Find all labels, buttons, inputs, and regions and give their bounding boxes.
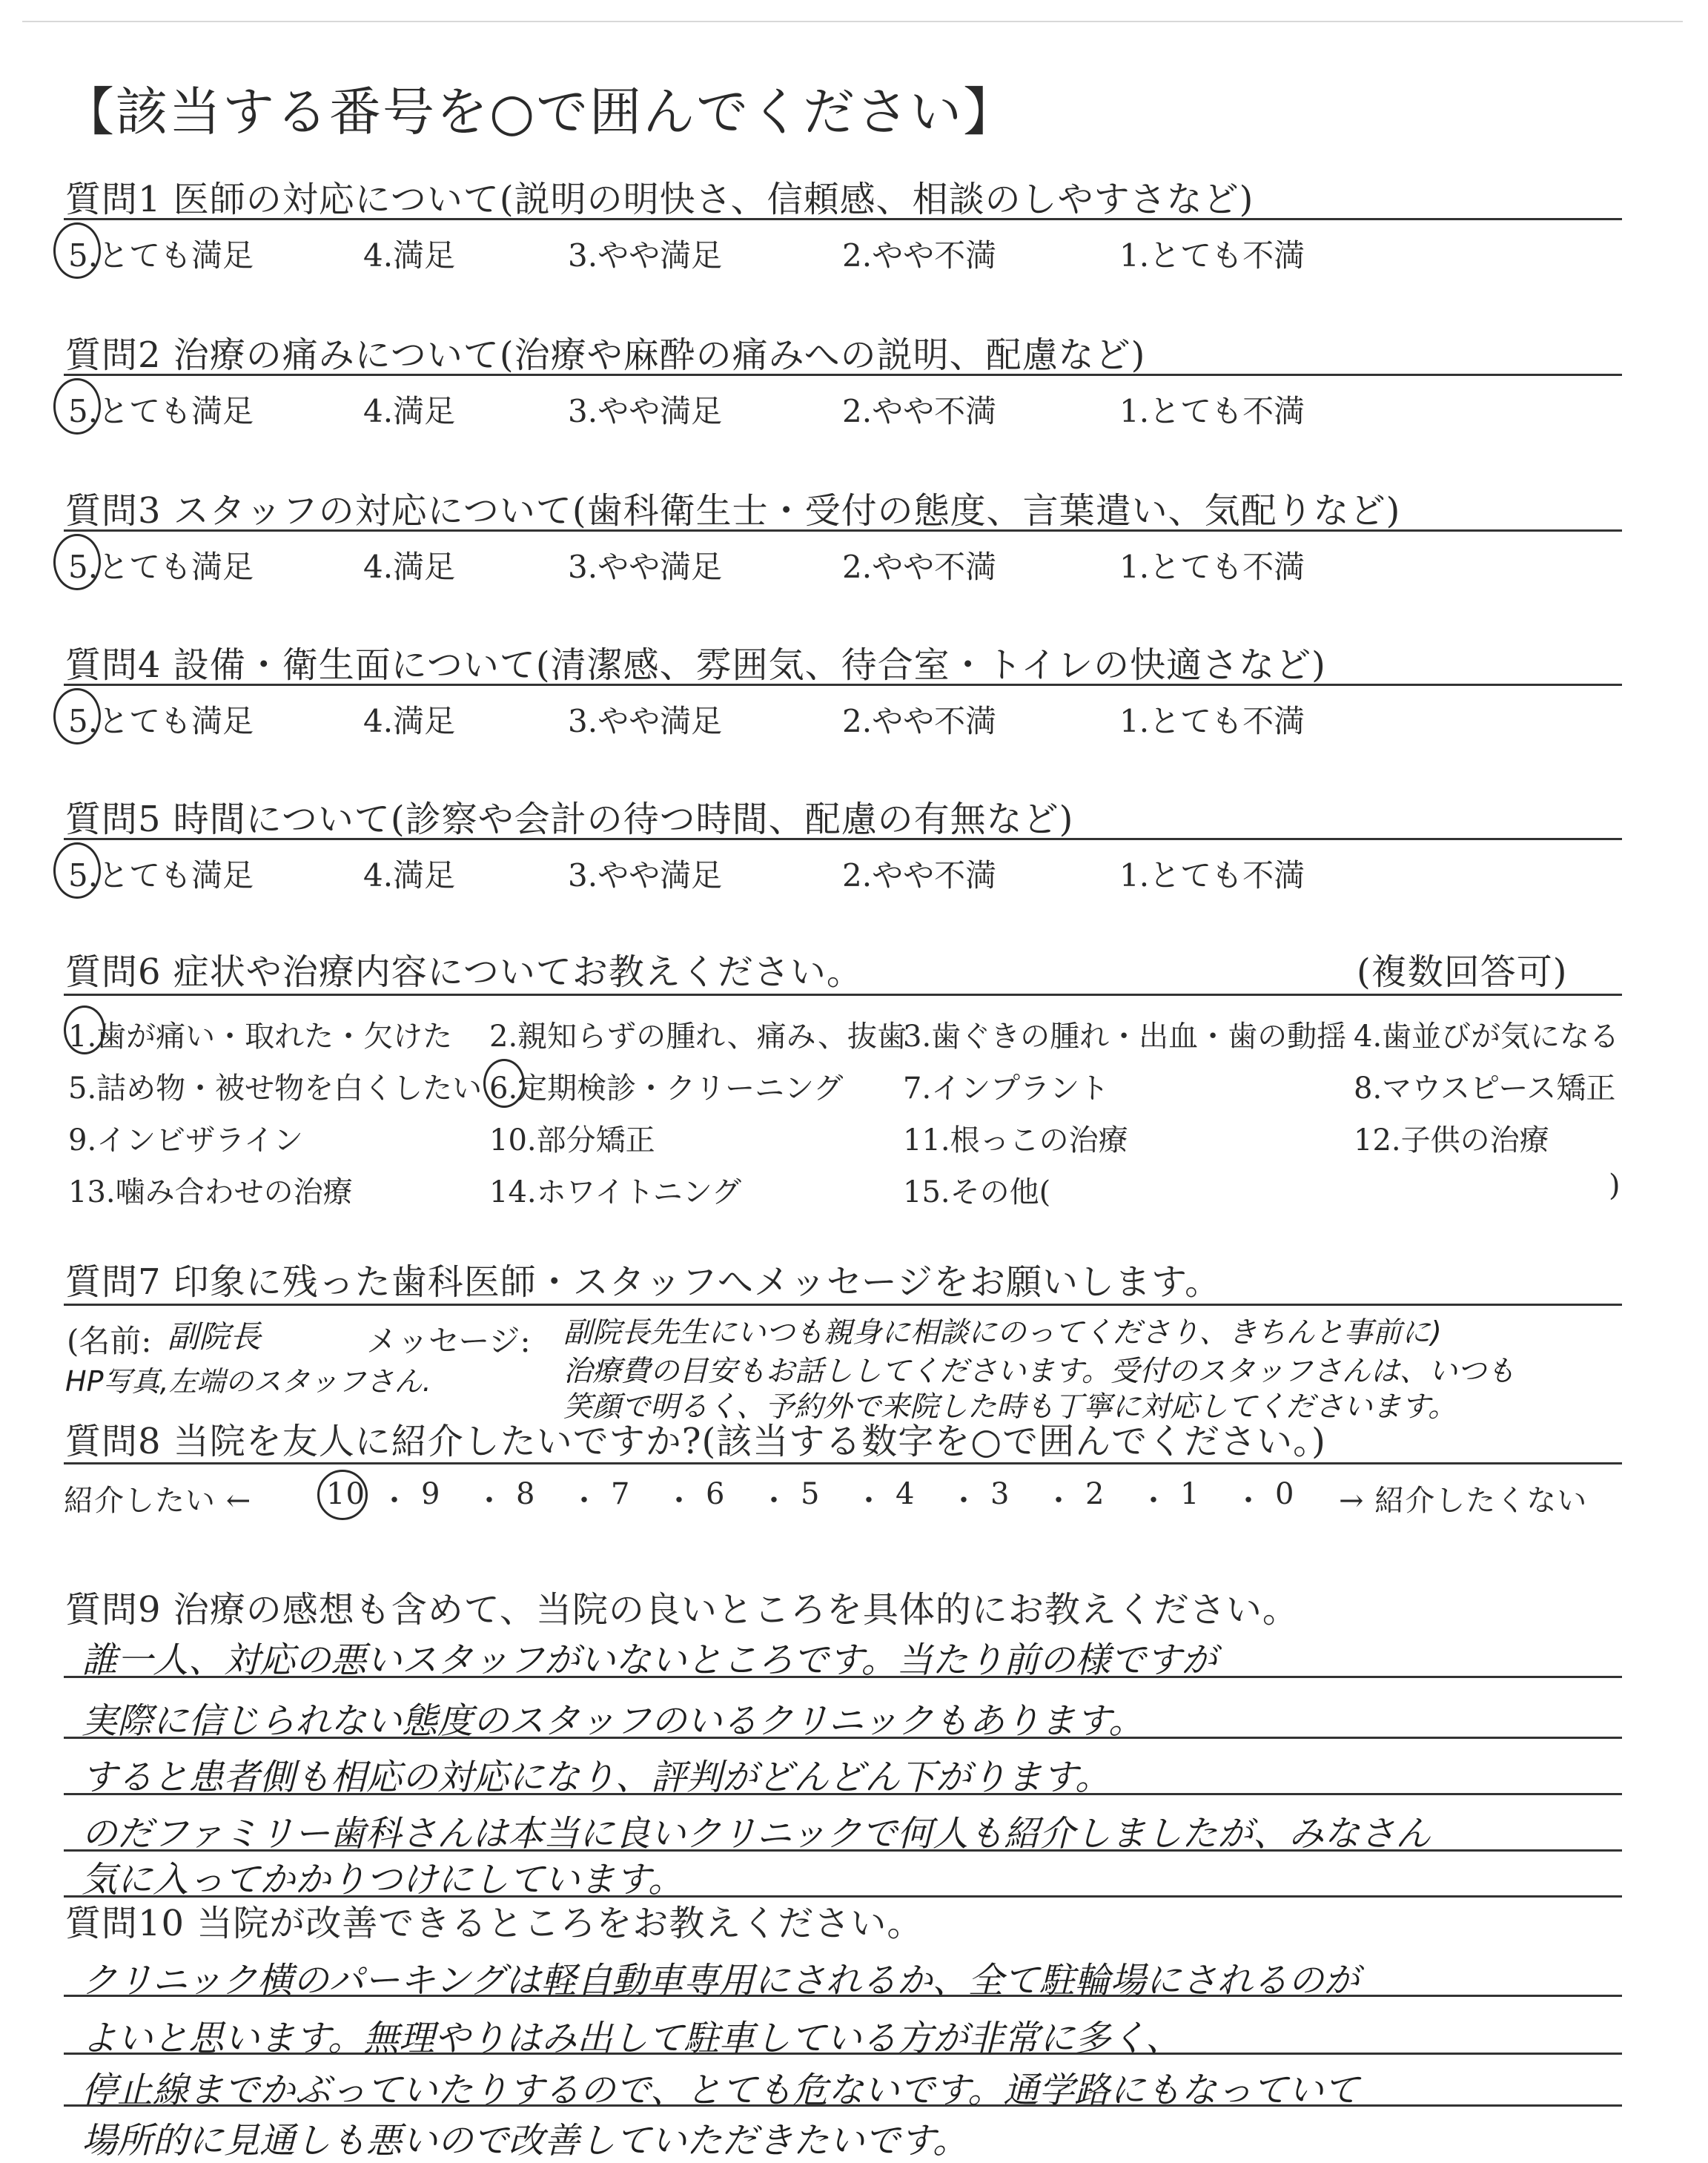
q9-answer-line: 実際に信じられない態度のスタッフのいるクリニックもあります。 [82, 1700, 1145, 1742]
q8-title: 質問8 当院を友人に紹介したいですか?(該当する数字を○で囲んでください。) [65, 1421, 1326, 1462]
q1-option-4[interactable]: 4.満足 [363, 237, 456, 274]
q7-name-value2: HP写真,左端のスタッフさん. [65, 1365, 431, 1398]
q7-name-value: 副院長 [168, 1318, 262, 1355]
q2-selected-circle [53, 378, 101, 435]
q10-answer-line: 停止線までかぶっていたりするので、とても危ないです。通学路にもなっていて [82, 2070, 1360, 2111]
q5-selected-circle [53, 842, 101, 899]
q7-title: 質問7 印象に残った歯科医師・スタッフへメッセージをお願いします。 [65, 1261, 1222, 1303]
q8-scale-dot: ・ [1044, 1484, 1074, 1518]
q6-option-9[interactable]: 9.インビザライン [68, 1123, 303, 1158]
q1-option-5[interactable]: 5.とても満足 [68, 237, 254, 274]
q4-rule [64, 684, 1622, 686]
q8-rule [64, 1462, 1622, 1464]
q6-option-6[interactable]: 6.定期検診・クリーニング [489, 1071, 844, 1106]
q6-option-2[interactable]: 2.親知らずの腫れ、痛み、抜歯 [489, 1020, 907, 1054]
q3-option-5[interactable]: 5.とても満足 [68, 549, 254, 585]
q10-title: 質問10 当院が改善できるところをお教えください。 [65, 1903, 924, 1944]
q8-scale-dot: ・ [1234, 1484, 1264, 1518]
q2-option-5[interactable]: 5.とても満足 [68, 393, 254, 429]
q6-rule [64, 994, 1622, 996]
q7-rule [64, 1304, 1622, 1306]
q8-right-label: → 紹介したくない [1339, 1484, 1588, 1518]
q8-selected-circle [317, 1470, 368, 1520]
q1-rule [64, 218, 1622, 220]
q2-rule [64, 374, 1622, 376]
q6-option-7[interactable]: 7.インプラント [903, 1071, 1110, 1106]
q6-option-5[interactable]: 5.詰め物・被せ物を白くしたい [68, 1071, 483, 1106]
q6-note: (複数回答可) [1357, 951, 1568, 993]
q8-scale-dot: ・ [380, 1484, 410, 1518]
q9-answer-line: 気に入ってかかりつけにしています。 [82, 1859, 684, 1901]
q3-option-1[interactable]: 1.とても不満 [1119, 549, 1305, 585]
q6-option-14[interactable]: 14.ホワイトニング [489, 1175, 742, 1209]
q6-option-13[interactable]: 13.噛み合わせの治療 [68, 1175, 353, 1209]
q1-option-2[interactable]: 2.やや不満 [842, 237, 997, 274]
q9-title: 質問9 治療の感想も含めて、当院の良いところを具体的にお教えください。 [65, 1589, 1299, 1631]
q4-option-1[interactable]: 1.とても不満 [1119, 703, 1305, 739]
q7-name-label: (名前: [67, 1323, 152, 1359]
q2-title: 質問2 治療の痛みについて(治療や麻酔の痛みへの説明、配慮など) [65, 334, 1146, 376]
top-border [22, 21, 1683, 22]
q8-left-label: 紹介したい ← [64, 1484, 252, 1518]
q9-answer-line: のだファミリー歯科さんは本当に良いクリニックで何人も紹介しましたが、みなさん [82, 1813, 1431, 1855]
q5-rule [64, 838, 1622, 840]
q3-option-4[interactable]: 4.満足 [363, 549, 456, 585]
q8-scale-8[interactable]: 8 [516, 1477, 536, 1511]
q8-scale-6[interactable]: 6 [706, 1477, 726, 1511]
q8-scale-4[interactable]: 4 [896, 1477, 916, 1511]
q10-answer-line: クリニック横のパーキングは軽自動車専用にされるか、全て駐輪場にされるのが [82, 1960, 1360, 2001]
q10-answer-line: 場所的に見通しも悪いので改善していただきたいです。 [82, 2120, 969, 2162]
q2-option-3[interactable]: 3.やや満足 [568, 393, 723, 429]
q6-option-11[interactable]: 11.根っこの治療 [903, 1123, 1128, 1158]
q2-option-4[interactable]: 4.満足 [363, 393, 456, 429]
q8-scale-7[interactable]: 7 [611, 1477, 631, 1511]
q8-scale-dot: ・ [569, 1484, 600, 1518]
q7-message-label: メッセージ: [366, 1323, 531, 1359]
q9-answer-line: すると患者側も相応の対応になり、評判がどんどん下がります。 [82, 1757, 1111, 1798]
q5-option-2[interactable]: 2.やや不満 [842, 857, 997, 894]
q1-option-3[interactable]: 3.やや満足 [568, 237, 723, 274]
q5-option-3[interactable]: 3.やや満足 [568, 857, 723, 894]
q9-answer-line: 誰一人、対応の悪いスタッフがいないところです。当たり前の様ですが [82, 1639, 1217, 1681]
q8-scale-dot: ・ [664, 1484, 695, 1518]
q6-option-12[interactable]: 12.子供の治療 [1354, 1123, 1549, 1158]
q3-title: 質問3 スタッフの対応について(歯科衛生士・受付の態度、言葉遣い、気配りなど) [65, 490, 1401, 532]
q3-rule [64, 529, 1622, 532]
q8-scale-9[interactable]: 9 [421, 1477, 441, 1511]
q2-option-2[interactable]: 2.やや不満 [842, 393, 997, 429]
page-header: 【該当する番号を○で囲んでください】 [62, 82, 1017, 142]
q3-option-2[interactable]: 2.やや不満 [842, 549, 997, 585]
q3-selected-circle [53, 534, 101, 590]
q4-selected-circle [53, 688, 101, 744]
q5-option-4[interactable]: 4.満足 [363, 857, 456, 894]
q6-option-1[interactable]: 1.歯が痛い・取れた・欠けた [68, 1020, 453, 1054]
q6-circle-1 [64, 1005, 105, 1054]
q8-scale-3[interactable]: 3 [990, 1477, 1010, 1511]
q8-scale-dot: ・ [1139, 1484, 1169, 1518]
q8-scale-5[interactable]: 5 [801, 1477, 821, 1511]
q4-title: 質問4 設備・衛生面について(清潔感、雰囲気、待合室・トイレの快適さなど) [65, 644, 1326, 686]
q7-message-line-2: 治療費の目安もお話ししてくださいます。受付のスタッフさんは、いつも [563, 1355, 1515, 1388]
q6-option-3[interactable]: 3.歯ぐきの腫れ・出血・歯の動揺 [903, 1020, 1347, 1054]
q8-scale-dot: ・ [854, 1484, 884, 1518]
q4-option-4[interactable]: 4.満足 [363, 703, 456, 739]
q1-selected-circle [53, 222, 101, 279]
q6-title: 質問6 症状や治療内容についてお教えください。 [65, 951, 863, 993]
q6-option-8[interactable]: 8.マウスピース矯正 [1354, 1071, 1616, 1106]
q4-option-3[interactable]: 3.やや満足 [568, 703, 723, 739]
q5-option-5[interactable]: 5.とても満足 [68, 857, 254, 894]
q6-option-15-close: ) [1609, 1169, 1621, 1203]
q5-title: 質問5 時間について(診察や会計の待つ時間、配慮の有無など) [65, 799, 1074, 840]
q6-circle-6 [483, 1059, 525, 1108]
q10-answer-line: よいと思います。無理やりはみ出して駐車している方が非常に多く、 [82, 2018, 1182, 2059]
q8-scale-dot: ・ [759, 1484, 790, 1518]
q6-option-4[interactable]: 4.歯並びが気になる [1354, 1020, 1620, 1054]
q2-option-1[interactable]: 1.とても不満 [1119, 393, 1305, 429]
q3-option-3[interactable]: 3.やや満足 [568, 549, 723, 585]
q1-option-1[interactable]: 1.とても不満 [1119, 237, 1305, 274]
q6-option-10[interactable]: 10.部分矯正 [489, 1123, 655, 1158]
q8-scale-dot: ・ [474, 1484, 505, 1518]
q6-option-15[interactable]: 15.その他( [903, 1175, 1051, 1209]
q1-title: 質問1 医師の対応について(説明の明快さ、信頼感、相談のしやすさなど) [65, 179, 1254, 220]
q7-message-line-1: 副院長先生にいつも親身に相談にのってくださり、きちんと事前に) [563, 1316, 1442, 1350]
q5-option-1[interactable]: 1.とても不満 [1119, 857, 1305, 894]
q8-scale-0[interactable]: 0 [1275, 1477, 1295, 1511]
q7-message-line-3: 笑顔で明るく、予約外で来院した時も丁寧に対応してくださいます。 [563, 1390, 1457, 1424]
q8-scale-1[interactable]: 1 [1180, 1477, 1200, 1511]
q8-scale-2[interactable]: 2 [1085, 1477, 1105, 1511]
q4-option-5[interactable]: 5.とても満足 [68, 703, 254, 739]
q8-scale-10[interactable]: 10 [326, 1477, 365, 1511]
q4-option-2[interactable]: 2.やや不満 [842, 703, 997, 739]
q8-scale-dot: ・ [949, 1484, 979, 1518]
